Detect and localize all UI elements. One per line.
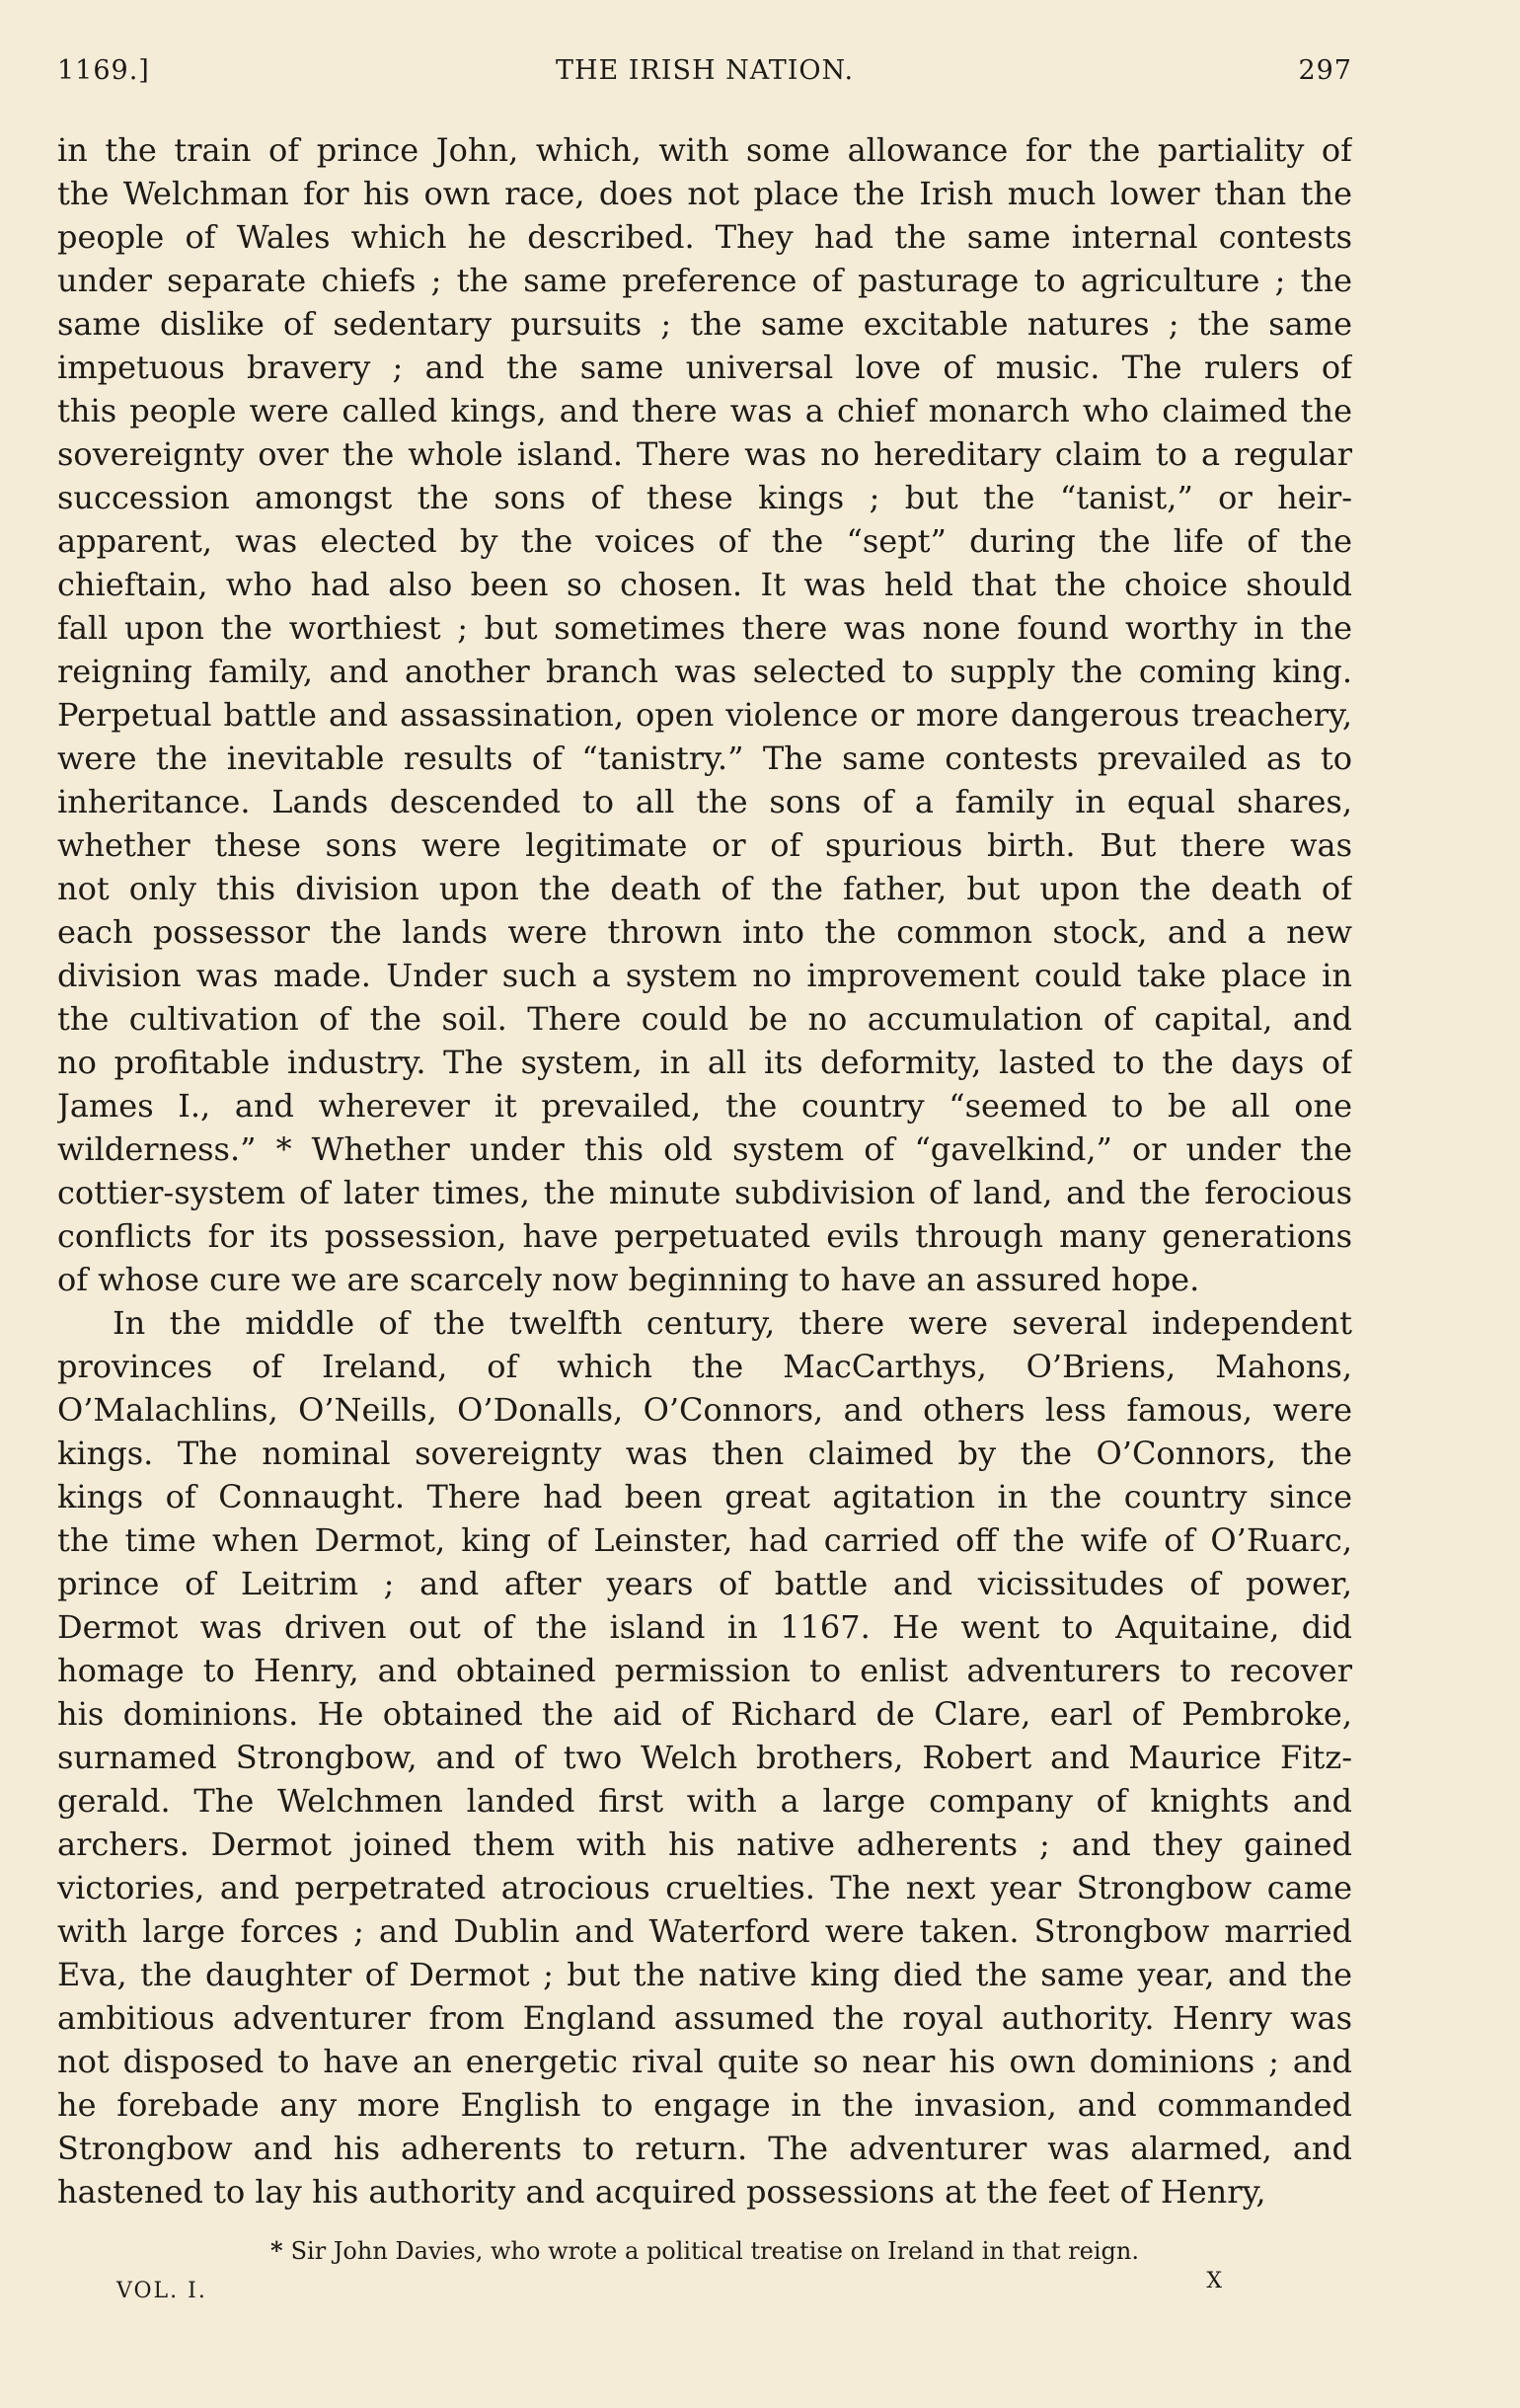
text-line: he forebade any more English to engage in the invasion, and commanded — [57, 2086, 1352, 2124]
text-line: apparent, was elected by the voices of the “sept” during the life of the — [57, 522, 1352, 560]
body-text — [57, 128, 1352, 2214]
text-line: hastened to lay his authority and acquired possessions at the feet of Henry, — [57, 2173, 1266, 2211]
text-line: people of Wales which he described. They had the same internal contests — [57, 218, 1352, 256]
header-title: THE IRISH NATION. — [555, 55, 855, 86]
text-line: in the train of prince John, which, with some allowance for the partiality of — [57, 131, 1352, 169]
paragraph-1 — [57, 128, 1352, 1301]
book-page — [57, 0, 1352, 2408]
text-line: of whose cure we are scarcely now beginning to have an assured hope. — [57, 1261, 1200, 1298]
text-line: this people were called kings, and there was a chief monarch who claimed the — [57, 392, 1352, 429]
page-number: 297 — [1298, 55, 1352, 86]
text-line: victories, and perpetrated atrocious cruelties. The next year Strongbow came — [57, 1869, 1352, 1906]
footnote-text: Sir John Davies, who wrote a political treatise on Ireland in that reign. — [290, 2237, 1139, 2265]
text-line: provinces of Ireland, of which the MacCarthys, O’Briens, Mahons, — [57, 1348, 1352, 1385]
text-line: prince of Leitrim ; and after years of battle and vicissitudes of power, — [57, 1565, 1352, 1602]
text-line: reigning family, and another branch was selected to supply the coming king. — [57, 653, 1352, 690]
text-line: gerald. The Welchmen landed first with a large company of knights and — [57, 1782, 1352, 1820]
text-line: the cultivation of the soil. There could be no accumulation of capital, and — [57, 1000, 1352, 1038]
text-line: Strongbow and his adherents to return. The adventurer was alarmed, and — [57, 2130, 1352, 2167]
text-line: archers. Dermot joined them with his native adherents ; and they gained — [57, 1825, 1352, 1863]
signature-mark-volume: VOL. I. — [116, 2279, 207, 2303]
text-line: the time when Dermot, king of Leinster, had carried off the wife of O’Ruarc, — [57, 1521, 1352, 1559]
text-line: O’Malachlins, O’Neills, O’Donalls, O’Connors, and others less famous, were — [57, 1391, 1352, 1429]
text-line: inheritance. Lands descended to all the sons of a family in equal shares, — [57, 783, 1352, 820]
text-line: with large forces ; and Dublin and Waterford were taken. Strongbow married — [57, 1912, 1352, 1950]
text-line: impetuous bravery ; and the same universal love of music. The rulers of — [57, 349, 1352, 386]
text-line: cottier-system of later times, the minute subdivision of land, and the ferocious — [57, 1174, 1352, 1211]
text-line: Perpetual battle and assassination, open violence or more dangerous treachery, — [57, 696, 1352, 734]
text-line: homage to Henry, and obtained permission to enlist adventurers to recover — [57, 1652, 1352, 1689]
text-line: division was made. Under such a system no improvement could take place in — [57, 957, 1352, 994]
text-line: each possessor the lands were thrown into the common stock, and a new — [57, 913, 1352, 951]
text-line: were the inevitable results of “tanistry.” The same contests prevailed as to — [57, 739, 1352, 777]
text-line: surnamed Strongbow, and of two Welch brothers, Robert and Maurice Fitz- — [57, 1739, 1352, 1776]
paragraph-2 — [57, 1301, 1352, 2214]
text-line: fall upon the worthiest ; but sometimes there was none found worthy in the — [57, 609, 1352, 647]
text-line: James I., and wherever it prevailed, the country “seemed to be all one — [57, 1087, 1352, 1125]
text-line: conflicts for its possession, have perpetuated evils through many generations — [57, 1217, 1352, 1255]
text-line: chieftain, who had also been so chosen. It was held that the choice should — [57, 566, 1352, 603]
text-line: not disposed to have an energetic rival quite so near his own dominions ; and — [57, 2043, 1352, 2080]
text-line: succession amongst the sons of these kings ; but the “tanist,” or heir- — [57, 479, 1352, 516]
running-head — [57, 55, 1352, 95]
text-line: whether these sons were legitimate or of spurious birth. But there was — [57, 826, 1352, 864]
text-line: not only this division upon the death of the father, but upon the death of — [57, 870, 1352, 907]
header-year: 1169.] — [57, 55, 150, 86]
text-line: his dominions. He obtained the aid of Richard de Clare, earl of Pembroke, — [57, 1695, 1352, 1733]
text-line: wilderness.” * Whether under this old system of “gavelkind,” or under the — [57, 1130, 1352, 1168]
text-line: kings of Connaught. There had been great agitation in the country since — [57, 1478, 1352, 1515]
text-line: under separate chiefs ; the same preference of pasturage to agriculture ; the — [57, 262, 1352, 299]
text-line: same dislike of sedentary pursuits ; the same excitable natures ; the same — [57, 305, 1352, 343]
text-line: Eva, the daughter of Dermot ; but the native king died the same year, and the — [57, 1956, 1352, 1993]
signature-mark-letter: X — [1206, 2269, 1222, 2293]
text-line: no profitable industry. The system, in all its deformity, lasted to the days of — [57, 1044, 1352, 1081]
text-line: In the middle of the twelfth century, there were several independent — [113, 1304, 1352, 1342]
footnote-mark: * — [270, 2236, 283, 2265]
text-line: ambitious adventurer from England assumed the royal authority. Henry was — [57, 1999, 1352, 2037]
text-line: kings. The nominal sovereignty was then claimed by the O’Connors, the — [57, 1435, 1352, 1472]
footnote — [57, 2236, 1352, 2265]
text-line: the Welchman for his own race, does not place the Irish much lower than the — [57, 175, 1352, 212]
text-line: sovereignty over the whole island. There was no hereditary claim to a regular — [57, 435, 1352, 473]
text-line: Dermot was driven out of the island in 1167. He went to Aquitaine, did — [57, 1608, 1352, 1646]
